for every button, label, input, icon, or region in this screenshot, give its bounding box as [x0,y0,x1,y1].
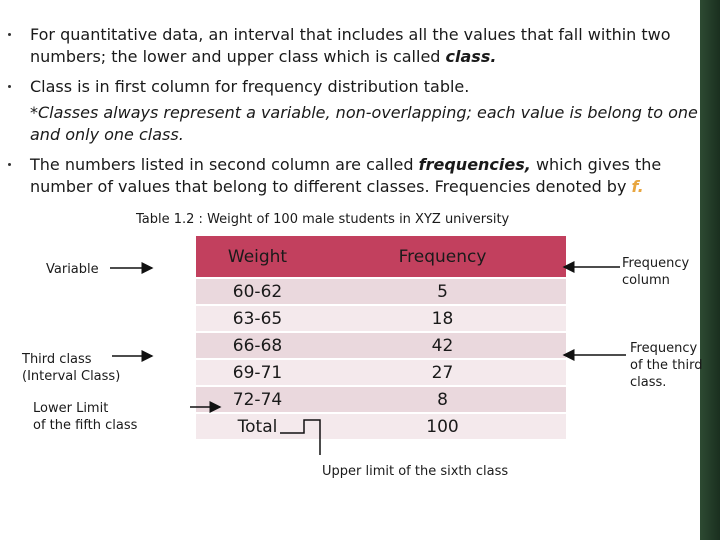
frequency-column-label-line: Frequency [622,256,690,271]
bullet-text: For quantitative data, an interval that includes all the values that fall within two numbers; the lower and upper class which is called [30,25,671,66]
frequency-third-class-label-line: of the third [630,358,703,373]
frequency-third-class-label [630,340,702,391]
table-header-row [196,236,566,279]
lower-limit-label [33,400,137,434]
bullet-list [8,24,698,198]
table-row [196,387,566,414]
third-class-label [22,351,120,385]
lower-limit-label-line: of the fifth class [33,418,138,433]
bullet-icon [8,163,11,166]
table-row-total [196,414,566,441]
bullet-emphasis: frequencies, [418,155,531,174]
upper-limit-label: Upper limit of the sixth class [322,464,509,479]
cell-weight: 66-68 [196,333,319,360]
frequency-column-label-line: column [622,273,670,288]
frequency-symbol: f. [631,177,644,196]
cell-frequency: 18 [319,306,566,333]
frequency-column-label [622,255,689,289]
table-caption: Table 1.2 : Weight of 100 male students in XYZ university [136,212,510,227]
cell-weight: 69-71 [196,360,319,387]
frequency-table [196,236,566,441]
lower-limit-label-line: Lower Limit [33,401,109,416]
decorative-side-bar [700,0,720,540]
table-row [196,306,566,333]
bullet-text: Class is in first column for frequency distribution table. [30,77,470,96]
header-frequency: Frequency [319,236,566,279]
bullet-note [8,102,698,146]
frequency-third-class-label-line: class. [630,375,667,390]
cell-frequency: 42 [319,333,566,360]
cell-frequency-total: 100 [319,414,566,441]
bullet-icon [8,85,11,88]
cell-frequency: 8 [319,387,566,414]
bullet-text: The numbers listed in second column are called [30,155,419,174]
frequency-third-class-label-line: Frequency [630,341,698,356]
bullet-item [8,24,698,68]
cell-frequency: 5 [319,279,566,306]
table-row [196,279,566,306]
note-text: *Classes always represent a variable, non-overlapping; each value is belong to one and only one class. [30,103,698,144]
cell-weight: 72-74 [196,387,319,414]
third-class-label-line: (Interval Class) [22,369,121,384]
table-row [196,360,566,387]
bullet-icon [8,33,11,36]
cell-weight-total: Total [196,414,319,441]
cell-weight: 60-62 [196,279,319,306]
bullet-text: which gives the number of values that belong to different classes. Frequencies denoted by [30,155,662,196]
table-row [196,333,566,360]
bullet-emphasis: class. [445,47,497,66]
bullet-item [8,154,698,198]
cell-weight: 63-65 [196,306,319,333]
bullet-item [8,76,698,98]
cell-frequency: 27 [319,360,566,387]
header-weight: Weight [196,236,319,279]
third-class-label-line: Third class [22,352,92,367]
variable-label: Variable [46,262,99,277]
